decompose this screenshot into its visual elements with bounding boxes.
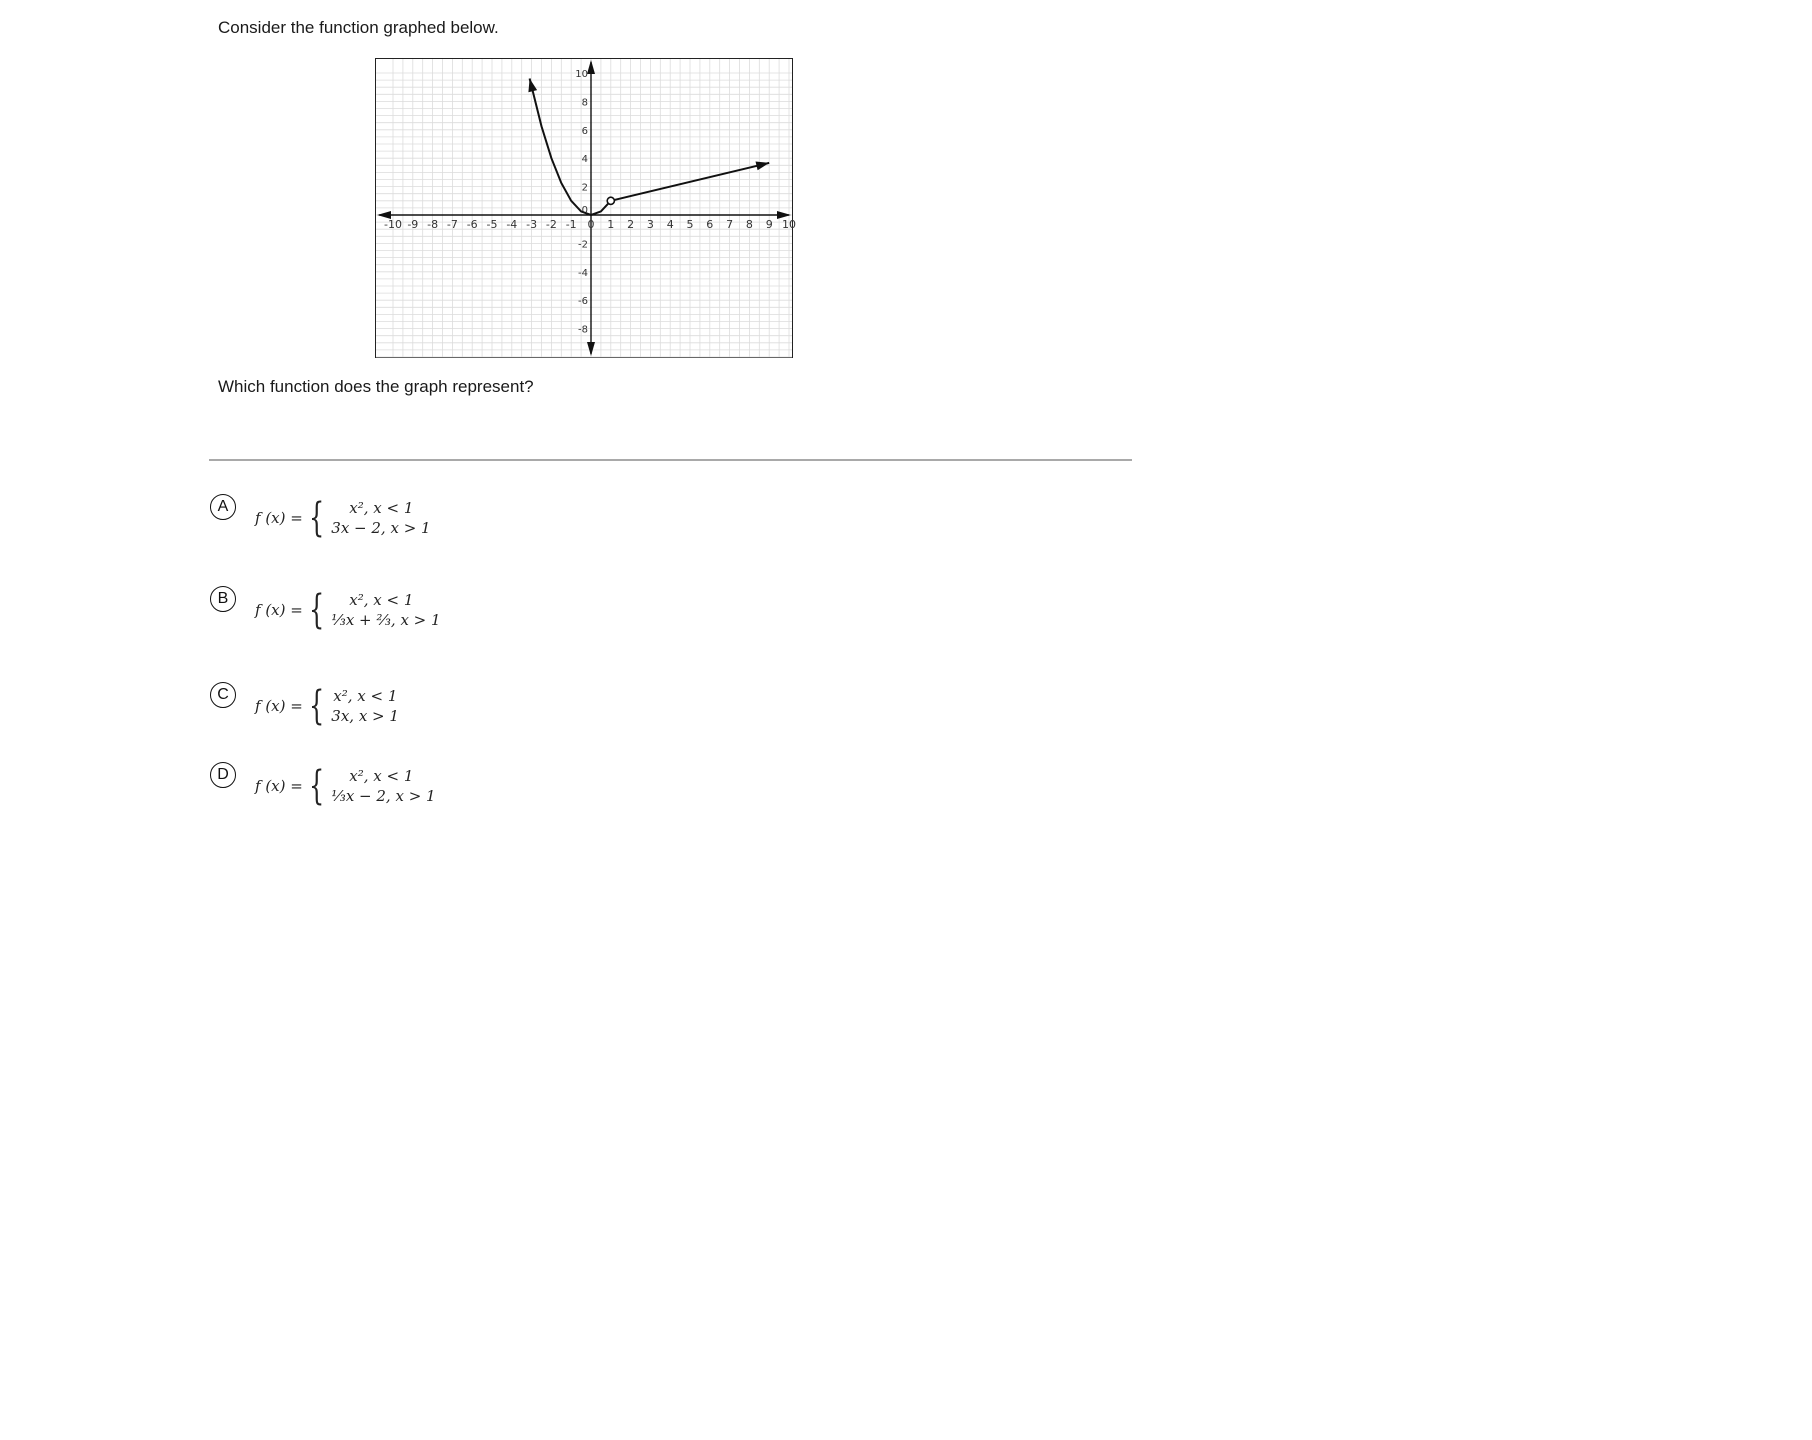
brace-icon: { — [308, 763, 325, 809]
x-tick-label: -4 — [506, 218, 518, 231]
equation-lhs: f (x) = — [255, 697, 303, 715]
answer-choice-b[interactable] — [209, 586, 629, 646]
open-point — [607, 197, 614, 204]
x-tick-label: 6 — [706, 218, 714, 231]
graph-canvas — [375, 58, 796, 358]
x-tick-label: 7 — [726, 218, 734, 231]
equation-lhs: f (x) = — [255, 777, 303, 795]
brace-icon: { — [308, 495, 325, 541]
x-tick-label: -6 — [466, 218, 478, 231]
x-tick-label: -3 — [526, 218, 538, 231]
x-tick-label: 2 — [627, 218, 635, 231]
x-tick-label: -7 — [446, 218, 458, 231]
radio-button-c[interactable]: C — [210, 682, 236, 708]
x-tick-label: 3 — [646, 218, 654, 231]
x-tick-label: 0 — [587, 218, 595, 231]
equation-case-2: 3x, x > 1 — [331, 707, 399, 725]
equation-lhs: f (x) = — [255, 601, 303, 619]
equation-case-2: ⅓x + ⅔, x > 1 — [331, 611, 441, 629]
x-tick-label: 10 — [782, 218, 796, 231]
y-tick-label: 6 — [581, 125, 588, 137]
function-graph — [375, 58, 796, 358]
equation-case-2: ⅓x − 2, x > 1 — [331, 787, 436, 805]
equation-d — [255, 763, 436, 809]
equation-case-1: x², x < 1 — [349, 767, 414, 785]
answer-choice-c[interactable] — [209, 682, 629, 742]
x-tick-label: 4 — [666, 218, 674, 231]
x-tick-label: -1 — [565, 218, 577, 231]
y-tick-label: -8 — [578, 324, 588, 336]
radio-button-d[interactable]: D — [210, 762, 236, 788]
question-prompt: Consider the function graphed below. — [218, 18, 499, 37]
equation-a — [255, 495, 431, 541]
x-tick-label: -2 — [545, 218, 557, 231]
answer-choice-a[interactable] — [209, 494, 629, 554]
equation-c — [255, 683, 399, 729]
question-subprompt: Which function does the graph represent? — [218, 377, 534, 396]
brace-icon: { — [308, 587, 325, 633]
y-tick-label: -2 — [578, 239, 588, 251]
y-tick-label: 0 — [581, 205, 588, 216]
x-tick-label: 8 — [745, 218, 753, 231]
y-tick-label: 2 — [581, 182, 588, 194]
divider — [209, 459, 1132, 461]
x-tick-label: 1 — [607, 218, 615, 231]
y-tick-label: -4 — [578, 267, 588, 279]
y-tick-label: 4 — [581, 154, 588, 166]
radio-button-b[interactable]: B — [210, 586, 236, 612]
equation-case-1: x², x < 1 — [333, 687, 398, 705]
answer-choice-d[interactable] — [209, 762, 629, 822]
brace-icon: { — [308, 683, 325, 729]
x-tick-label: 5 — [686, 218, 694, 231]
equation-case-1: x², x < 1 — [349, 591, 414, 609]
x-tick-label: -5 — [486, 218, 498, 231]
radio-button-a[interactable]: A — [210, 494, 236, 520]
equation-lhs: f (x) = — [255, 509, 303, 527]
x-tick-label: -9 — [407, 218, 419, 231]
y-tick-label: 8 — [581, 97, 588, 109]
equation-case-2: 3x − 2, x > 1 — [331, 519, 431, 537]
y-tick-label: -6 — [578, 296, 588, 308]
equation-case-1: x², x < 1 — [349, 499, 414, 517]
y-tick-label: 10 — [575, 69, 588, 80]
x-tick-label: -10 — [384, 218, 402, 231]
x-tick-label: 9 — [765, 218, 773, 231]
x-tick-label: -8 — [427, 218, 439, 231]
equation-b — [255, 587, 441, 633]
